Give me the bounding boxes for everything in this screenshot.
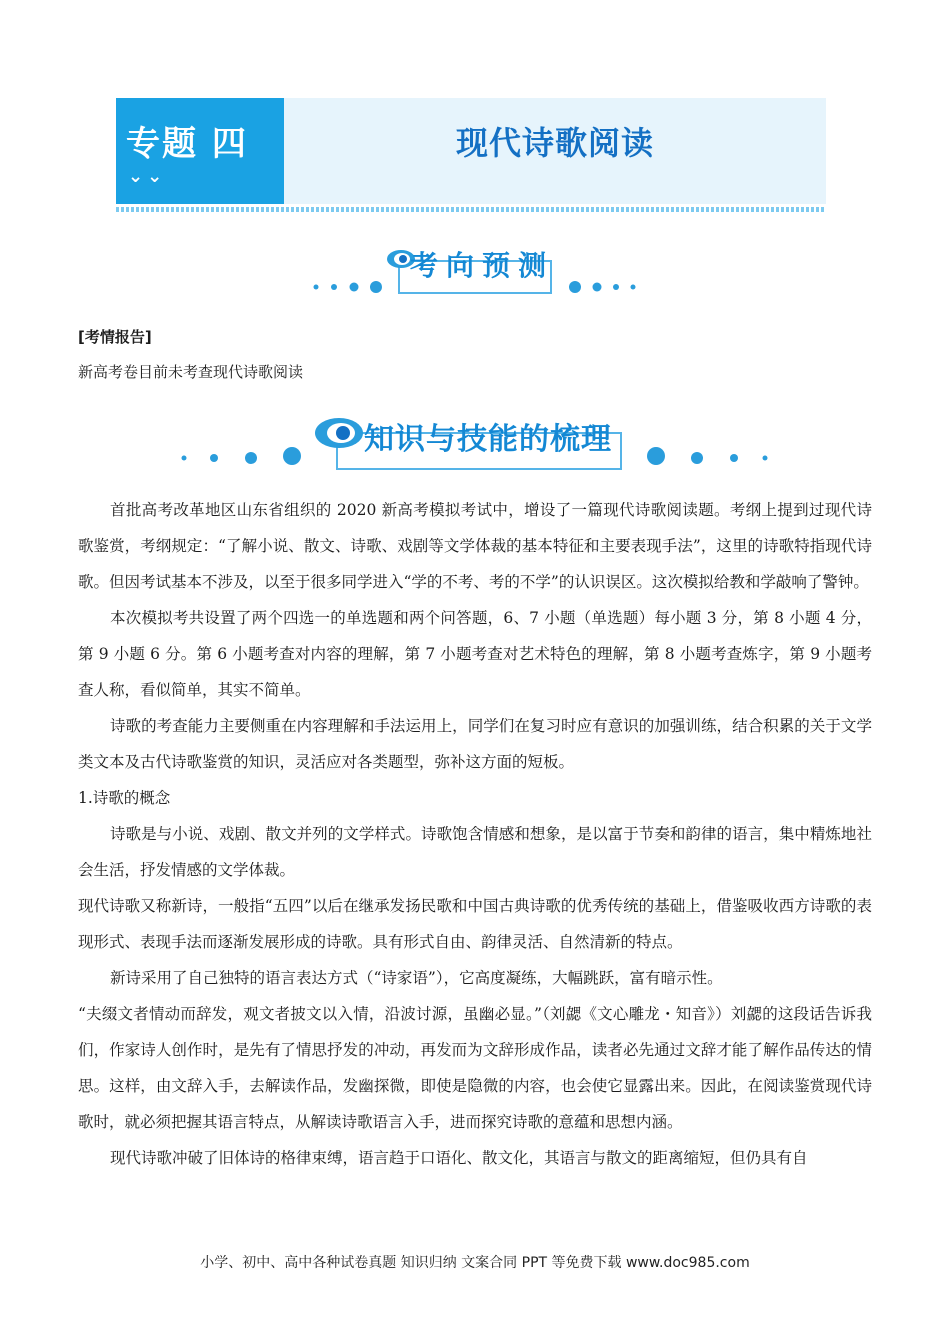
section-header-knowledge — [0, 410, 950, 470]
paragraph: 诗歌是与小说、戏剧、散文并列的文学样式。诗歌饱含情感和想象，是以富于节奏和韵律的语言，集中精炼地社会生活，抒发情感的文学体裁。 — [78, 825, 872, 879]
paragraph: 现代诗歌又称新诗，一般指“五四”以后在继承发扬民歌和中国古典诗歌的优秀传统的基础上，借鉴吸收西方诗歌的表现形式、表现手法而逐渐发展形成的诗歌。具有形式自由、韵律灵活、自然清新的特点。 — [78, 897, 872, 951]
topic-badge — [116, 98, 284, 204]
banner-divider — [116, 207, 826, 212]
paragraph: “夫缀文者情动而辞发，观文者披文以入情，沿波讨源，虽幽必显。”（刘勰《文心雕龙・知音》）刘勰的这段话告诉我们，作家诗人创作时，是先有了情思抒发的冲动，再发而为文辞形成作品，读者必先通过文辞才能了解作品传达的情思。这样，由文辞入手，去解读作品，发幽探微，即使是隐微的内容，也会使它显露出来。因此，在阅读鉴赏现代诗歌时，就必须把握其语言特点，从解读诗歌语言入手，进而探究诗歌的意蕴和思想内涵。 — [78, 1005, 872, 1131]
paragraph: 首批高考改革地区山东省组织的 2020 新高考模拟考试中，增设了一篇现代诗歌阅读题。考纲上提到过现代诗歌鉴赏，考纲规定：“了解小说、散文、诗歌、戏剧等文学体裁的基本特征和主要表现手法”，这里的诗歌特指现代诗歌。但因考试基本不涉及，以至于很多同学进入“学的不考、考的不学”的认识误区。这次模拟给教和学敲响了警钟。 — [78, 501, 872, 591]
body-text — [78, 492, 872, 1176]
topic-mark: ⌄⌄ — [128, 166, 167, 187]
report-text: 新高考卷目前未考查现代诗歌阅读 — [78, 363, 304, 381]
section-title: 考向预测 — [410, 249, 555, 282]
paragraph: 1.诗歌的概念 — [78, 789, 171, 807]
section-header-forecast — [0, 240, 950, 300]
section-title: 知识与技能的梳理 — [364, 422, 612, 457]
topic-banner — [116, 98, 826, 204]
paragraph: 本次模拟考共设置了两个四选一的单选题和两个问答题，6、7 小题（单选题）每小题 3 分，第 8 小题 4 分，第 9 小题 6 分。第 6 小题考查对内容的理解，第 7 小题考查对艺术特色的理解，第 8 小题考查炼字，第 9 小题考查人称，看似简单，其实不简单。 — [78, 609, 872, 699]
footer-note: 小学、初中、高中各种试卷真题 知识归纳 文案合同 PPT 等免费下载 www.doc985.com — [200, 1255, 750, 1271]
eye-icon — [314, 416, 364, 450]
report-label: [考情报告] — [78, 328, 152, 346]
topic-label: 专题 四 — [126, 124, 248, 164]
paragraph: 现代诗歌冲破了旧体诗的格律束缚，语言趋于口语化、散文化，其语言与散文的距离缩短，但仍具有自 — [110, 1149, 808, 1167]
paragraph: 诗歌的考查能力主要侧重在内容理解和手法运用上，同学们在复习时应有意识的加强训练，结合积累的关于文学类文本及古代诗歌鉴赏的知识，灵活应对各类题型，弥补这方面的短板。 — [78, 717, 872, 771]
paragraph: 新诗采用了自己独特的语言表达方式（“诗家语”），它高度凝练，大幅跳跃，富有暗示性。 — [110, 969, 723, 987]
page-title: 现代诗歌阅读 — [455, 124, 654, 162]
